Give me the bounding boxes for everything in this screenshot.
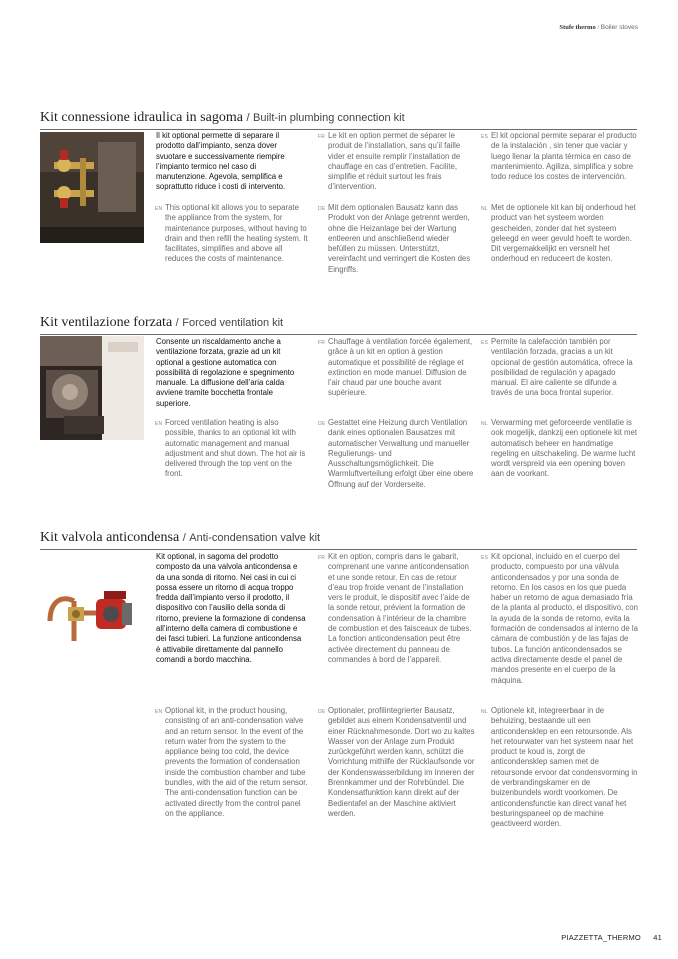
paragraph-fr: Chauffage à ventilation forcée également, grâce à un kit en option à gestion automatique et possibilité de réglage et extinction en mode manuel. Diffusion de l’air chaud par une bouche avant supérieure. <box>328 337 473 398</box>
section-title-en: Built-in plumbing connection kit <box>253 112 405 124</box>
ventilation-kit-image <box>40 336 144 440</box>
paragraph-en: This optional kit allows you to separate the appliance from the system, for maintenance purposes, without having to drain and then refill the heating system. It facilitates, simplifies and above all reduces the costs of maintenance. <box>165 203 308 264</box>
paragraph-en: Forced ventilation heating is also possible, thanks to an optional kit with automatic management and manual adjustment and shut down. The hot air is delivered through the top vent on the front. <box>165 418 306 479</box>
lang-code: EN <box>155 205 163 212</box>
lang-code: ES <box>481 339 489 346</box>
text-en <box>155 706 308 819</box>
plumbing-kit-image <box>40 132 144 243</box>
text-es <box>481 552 639 686</box>
paragraph-it: Il kit optional permette di separare il prodotto dall’impianto, senza dover svuotare e successivamente riempire l’impianto termico nel caso di manutenzione. Agevola, semplifica e soprattutto riduce i costi di intervento. <box>156 131 286 192</box>
page-number: 41 <box>653 933 662 942</box>
header-brand: Stufe thermo <box>559 24 596 31</box>
text-nl <box>481 418 639 480</box>
section-title-separator: / <box>246 112 250 124</box>
lang-code: NL <box>481 205 488 212</box>
text-en <box>155 418 308 480</box>
lang-code: EN <box>155 420 163 427</box>
section-divider <box>40 549 637 550</box>
header-separator: / <box>597 24 600 31</box>
lang-code: FR <box>318 133 326 140</box>
section-divider <box>40 129 637 130</box>
section-title-it: Kit connessione idraulica in sagoma <box>40 110 243 125</box>
paragraph-es: Kit opcional, incluido en el cuerpo del producto, compuesto por una válvula anticondensados y por una sonda de retorno. En los casos en los que pueda haber un retorno de agua demasiado fría de la planta al producto, el dispositivo, con la ayuda de la sonda de retorno, evita la formación de condensados al interno de la cámara de combustión y de las fajas de tubos. La función anticondensados se activa directamente desde el panel de mandos presente en el cuerpo de la máquina. <box>491 552 638 685</box>
section-ventilation-kit <box>40 315 640 335</box>
lang-code: NL <box>481 420 488 427</box>
paragraph-it: Consente un riscaldamento anche a ventilazione forzata, grazie ad un kit optional a gestione automatica con possibilità di regolazione e spegnimento manuale. La diffusione dell’aria calda avviene tramite bocchetta frontale superiore. <box>156 337 295 408</box>
text-nl <box>481 706 639 830</box>
text-es <box>481 131 639 182</box>
text-it <box>156 337 306 409</box>
page-footer <box>561 933 662 942</box>
text-fr <box>318 337 476 399</box>
section-title-it: Kit valvola anticondensa <box>40 530 180 545</box>
section-title <box>40 530 640 546</box>
section-anticondensation-kit <box>40 530 640 550</box>
lang-code: FR <box>318 339 326 346</box>
section-title-en: Forced ventilation kit <box>182 317 284 329</box>
text-de <box>318 418 476 490</box>
text-it <box>156 552 306 665</box>
lang-code: EN <box>155 708 163 715</box>
section-divider <box>40 334 637 335</box>
section-title <box>40 315 640 331</box>
text-es <box>481 337 639 399</box>
lang-code: DE <box>318 420 326 427</box>
lang-code: NL <box>481 708 488 715</box>
text-nl <box>481 203 639 265</box>
header-subtitle: Boiler stoves <box>600 24 638 31</box>
paragraph-fr: Kit en option, compris dans le gabarit, comprenant une vanne anticondensation et une sonde retour. En cas de retour d’eau trop froide venant de l’installation vers le produit, le dispositif avec l’aide de la sonde retour, prévient la formation de condensation à l’intérieur de la chambre de combustion et des faisceaux de tubes. La fonction anticondensation peut être activée directement du panneau de commandes à bord de l’appareil. <box>328 552 472 664</box>
page-header <box>559 24 638 31</box>
lang-code: DE <box>318 205 326 212</box>
paragraph-es: Permite la calefacción también por ventilación forzada, gracias a un kit opcional de gestión automática, ofrece la posibilidad de regulación y apagado manual. El aire caliente se difunde a través de una boca frontal superior. <box>491 337 633 398</box>
paragraph-nl: Met de optionele kit kan bij onderhoud het product van het systeem worden gescheiden, zonder dat het systeem geleegd en weer gevuld hoeft te worden. Dit vergemakkelijkt en versnelt het onderhoud en reduceert de kosten. <box>491 203 636 264</box>
paragraph-de: Gestattet eine Heizung durch Ventilation dank eines optionalen Bausatzes mit automatischer Verwaltung und manueller Regulierungs- und Ausschaltungsmöglichkeit. Die Warmluftverteilung erfolgt über eine obere Öffnung auf der Vorderseite. <box>328 418 474 489</box>
text-fr <box>318 131 476 193</box>
paragraph-es: El kit opcional permite separar el producto de la instalación , sin tener que vaciar y luego llenar la planta térmica en caso de mantenimiento. Agiliza, simplifica y sobre todo reduce los costes de intervención. <box>491 131 637 182</box>
section-title <box>40 110 640 126</box>
footer-brand: PIAZZETTA_THERMO <box>561 933 641 942</box>
paragraph-en: Optional kit, in the product housing, consisting of an anti-condensation valve and an return sensor. In the event of the return water from the system to the appliance being too cold, the device prevents the formation of condensation inside the combustion chamber and tube bundles, with the aid of the return sensor. The anti-condensation function can be activated directly from the control panel on the appliance. <box>165 706 308 818</box>
paragraph-fr: Le kit en option permet de séparer le produit de l’installation, sans qu’il faille vider et ensuite remplir l’installation de chauffage en cas d’entretien. Facilite, simplifie et réduit surtout les frais d’intervention. <box>328 131 461 192</box>
section-title-it: Kit ventilazione forzata <box>40 315 173 330</box>
text-en <box>155 203 308 265</box>
anticondensation-kit-image <box>40 551 144 657</box>
paragraph-de: Mit dem optionalen Bausatz kann das Produkt von der Anlage getrennt werden, ohne die Heizanlage bei der Wartung entleeren und anschließend wieder befüllen zu müssen. Unterstützt, vereinfacht und verringert die Kosten des Eingriffs. <box>328 203 471 274</box>
paragraph-de: Optionaler, profilintegrierter Bausatz, gebildet aus einem Kondensatventil und einer Rücknahmesonde. Dort wo zu kaltes Wasser von der Anlage zum Produkt zurückgeführt werden kann, schützt die Vorrichtung mithilfe der Rücklaufsonde vor der Kondenswasserbildung im Inneren der Brennkammer und der Rohrbündel. Die Kondensatfunktion kann direkt auf der Bedientafel an der Maschine aktiviert werden. <box>328 706 475 818</box>
paragraph-it: Kit optional, in sagoma del prodotto composto da una valvola anticondensa e da una sonda di ritorno. Nei casi in cui ci possa essere un ritorno di acqua troppo fredda dall’impianto verso il prodotto, il dispositivo con l’ausilio della sonda di ritorno, previene la formazione di condensa all’interno della camera di combustione e dei fasci tubieri. La funzione anticondensa è attivabile direttamente dal pannello comandi a bordo macchina. <box>156 552 306 664</box>
section-title-en: Anti-condensation valve kit <box>189 532 321 544</box>
lang-code: ES <box>481 554 489 561</box>
text-de <box>318 706 476 819</box>
text-de <box>318 203 476 275</box>
section-title-separator: / <box>182 532 186 544</box>
text-fr <box>318 552 476 665</box>
lang-code: ES <box>481 133 489 140</box>
text-it <box>156 131 306 193</box>
paragraph-nl: Verwarming met geforceerde ventilatie is ook mogelijk, dankzij een optionele kit met automatisch beheer en handmatige regeling en uitschakeling. De warme lucht wordt verspreid via een opening boven aan de voorkant. <box>491 418 638 479</box>
section-title-separator: / <box>175 317 179 329</box>
lang-code: FR <box>318 554 326 561</box>
lang-code: DE <box>318 708 326 715</box>
paragraph-nl: Optionele kit, integreerbaar in de behuizing, bestaande uit een anticondensklep en een retoursonde. Als het retourwater van het systeem naar het product te koud is, zorgt de anticondensklep samen met de retoursonde ervoor dat condensvorming in de verbrandingskamer en de buizenbundels wordt voorkomen. De anticondensfunctie kan direct vanaf het besturingspaneel op de machine geactiveerd worden. <box>491 706 638 829</box>
section-plumbing-kit <box>40 110 640 130</box>
